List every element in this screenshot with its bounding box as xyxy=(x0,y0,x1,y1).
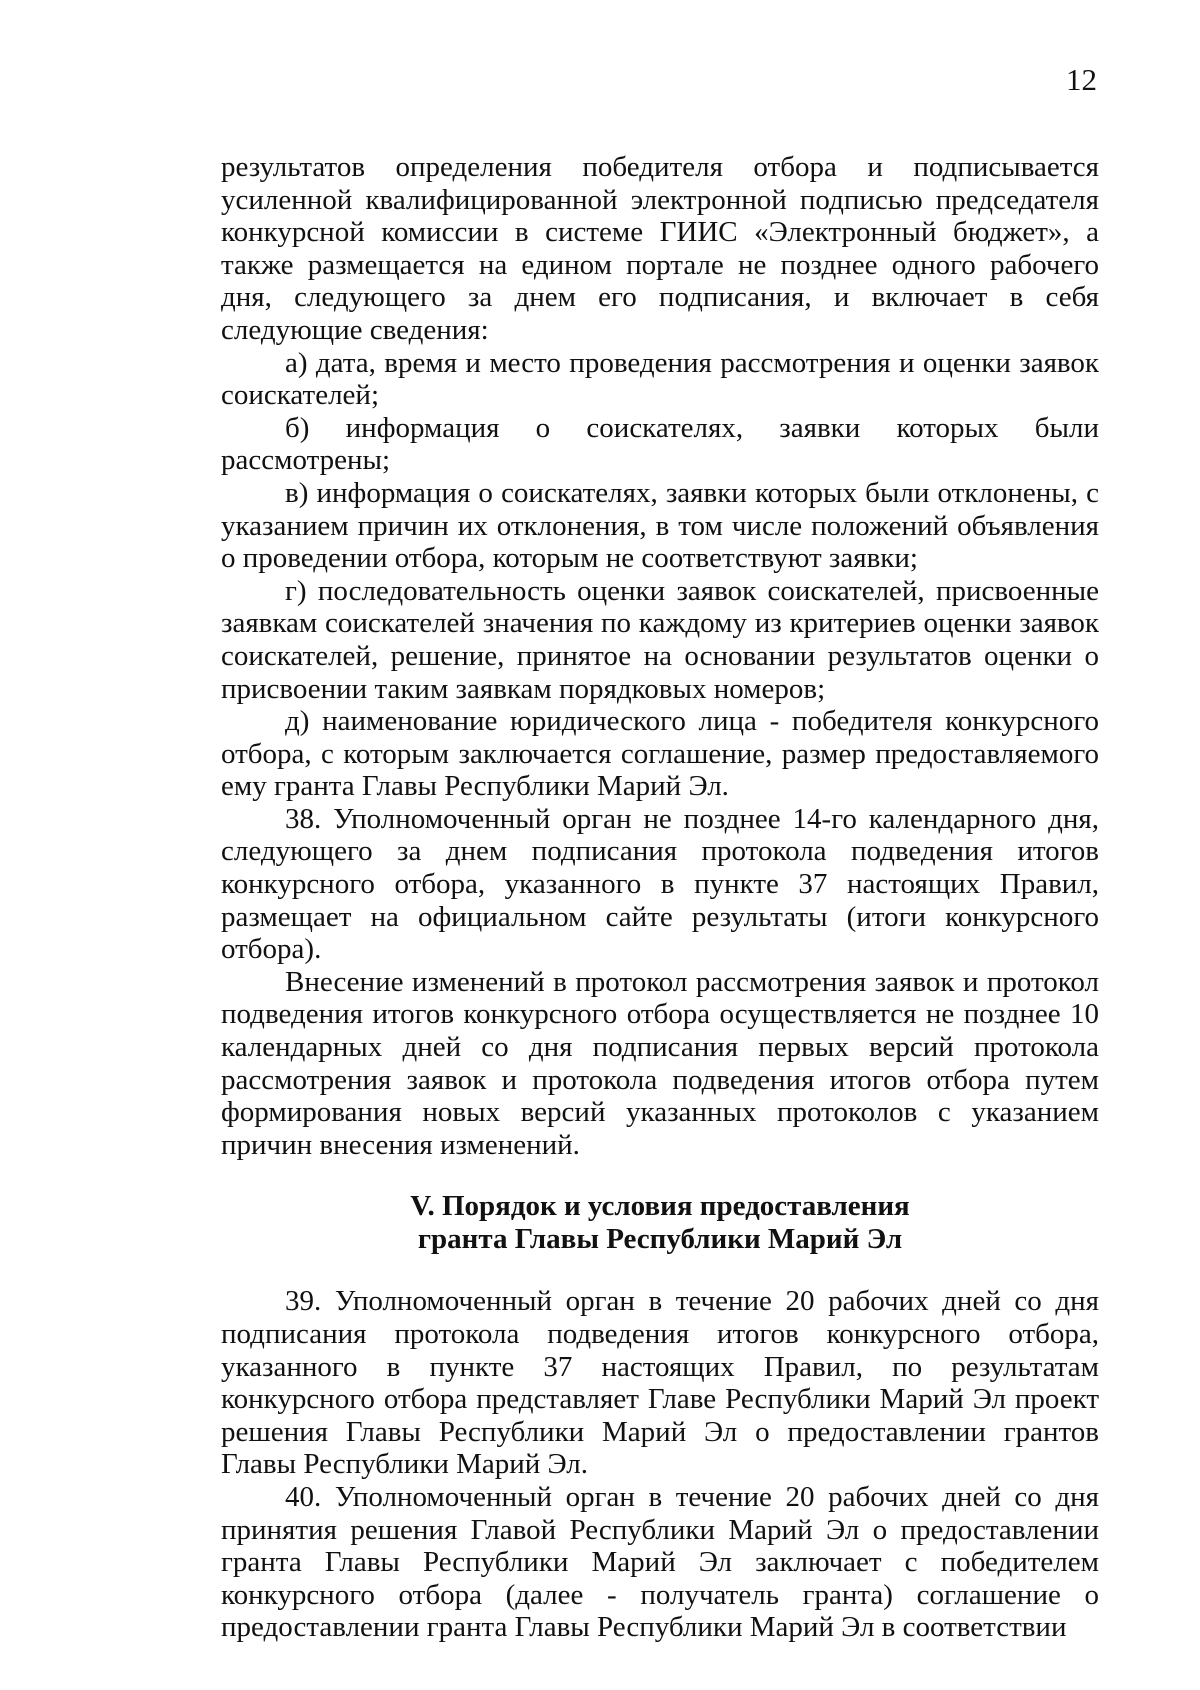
paragraph: 40. Уполномоченный орган в течение 20 рабочих дней со дня принятия решения Главой Республики Марий Эл о предоставлении гранта Главы Республики Марий Эл заключает с победителем конкурсного отбора (далее - получатель гранта) соглашение о предоставлении гранта Главы Республики Марий Эл в соответствии xyxy=(221,1480,1099,1644)
page-number: 12 xyxy=(1066,62,1097,97)
paragraph: б) информация о соискателях, заявки которых были рассмотрены; xyxy=(221,411,1099,477)
paragraph: 38. Уполномоченный орган не позднее 14-го календарного дня, следующего за днем подписания протокола подведения итогов конкурсного отбора, указанного в пункте 37 настоящих Правил, размещает на официальном сайте результаты (итоги конкурсного отбора). xyxy=(221,802,1099,966)
paragraph: Внесение изменений в протокол рассмотрения заявок и протокол подведения итогов конкурсного отбора осуществляется не позднее 10 календарных дней со дня подписания первых версий протокола рассмотрения заявок и протокола подведения итогов отбора путем формирования новых версий указанных протоколов с указанием причин внесения изменений. xyxy=(221,965,1099,1161)
paragraph: результатов определения победителя отбора и подписывается усиленной квалифицированной электронной подписью председателя конкурсной комиссии в системе ГИИС «Электронный бюджет», а также размещается на едином портале не позднее одного рабочего дня, следующего за днем его подписания, и включает в себя следующие сведения: xyxy=(221,151,1099,346)
section-heading xyxy=(221,1190,1099,1256)
paragraph: д) наименование юридического лица - победителя конкурсного отбора, с которым заключается соглашение, размер предоставляемого ему гранта Главы Республики Марий Эл. xyxy=(221,705,1099,803)
paragraph: г) последовательность оценки заявок соискателей, присвоенные заявкам соискателей значения по каждому из критериев оценки заявок соискателей, решение, принятое на основании результатов оценки о присвоении таким заявкам порядковых номеров; xyxy=(221,574,1099,705)
paragraph: в) информация о соискателях, заявки которых были отклонены, с указанием причин их отклонения, в том числе положений объявления о проведении отбора, которым не соответствуют заявки; xyxy=(221,476,1099,575)
paragraph: а) дата, время и место проведения рассмотрения и оценки заявок соискателей; xyxy=(221,346,1099,412)
section-heading-line: гранта Главы Республики Марий Эл xyxy=(417,1223,903,1256)
section-heading-line: V. Порядок и условия предоставления xyxy=(410,1190,910,1223)
document-body xyxy=(221,151,1099,1644)
paragraph: 39. Уполномоченный орган в течение 20 рабочих дней со дня подписания протокола подведения итогов конкурсного отбора, указанного в пункте 37 настоящих Правил, по результатам конкурсного отбора представляет Главе Республики Марий Эл проект решения Главы Республики Марий Эл о предоставлении грантов Главы Республики Марий Эл. xyxy=(221,1285,1099,1481)
